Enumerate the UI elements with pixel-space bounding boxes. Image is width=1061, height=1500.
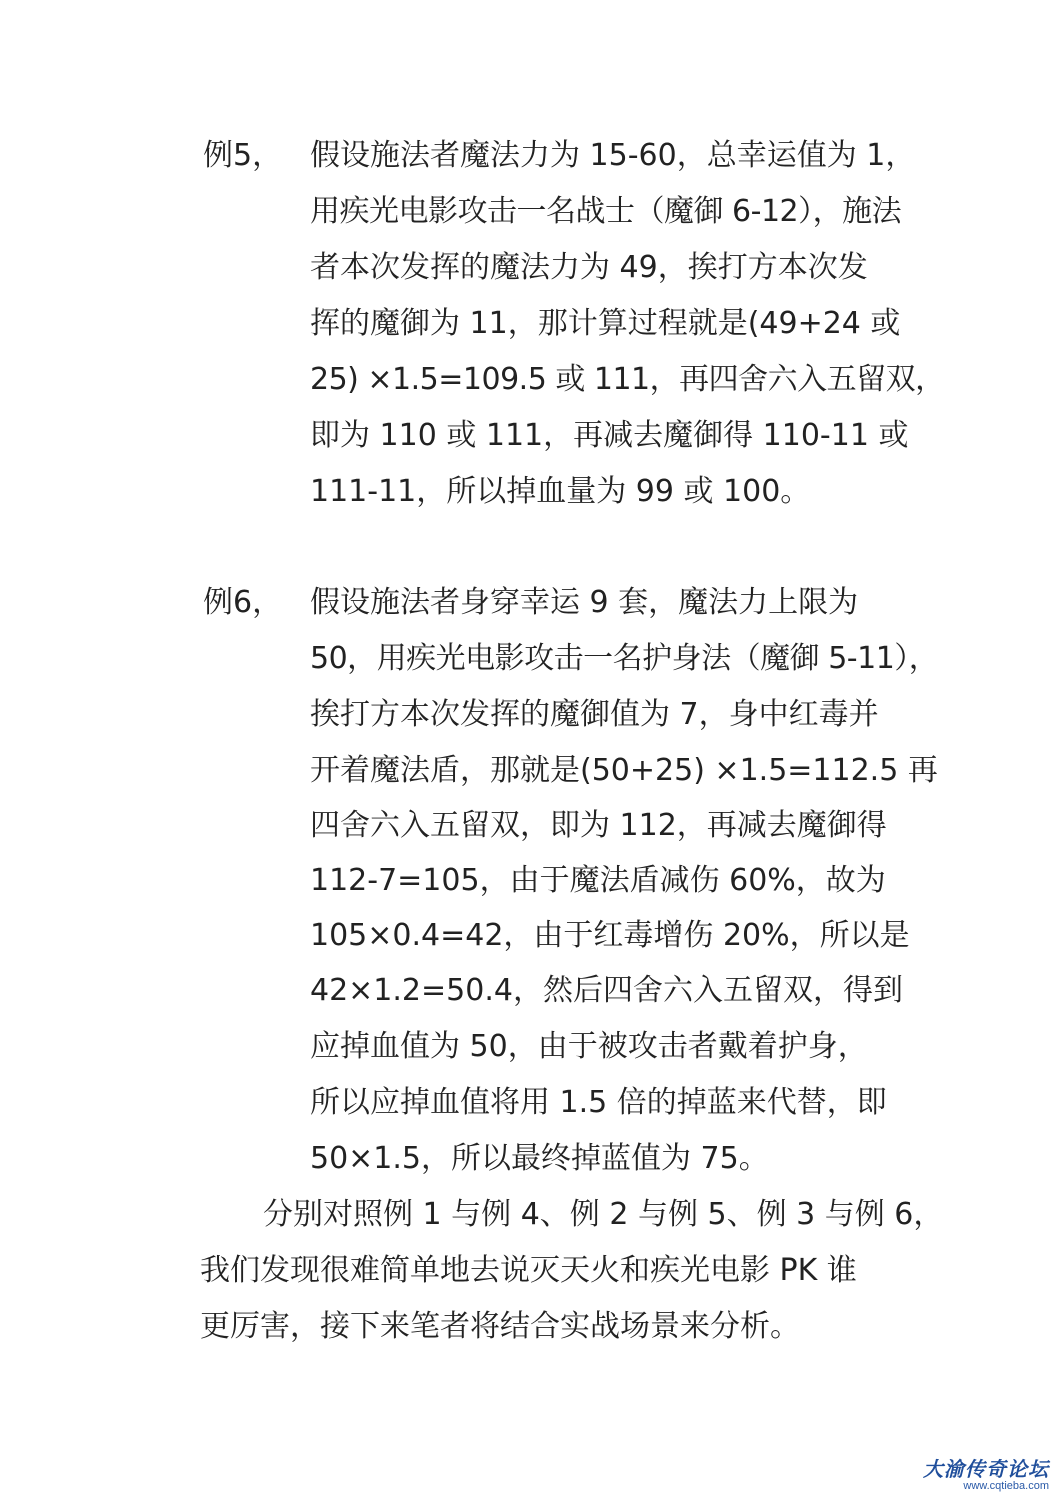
example-5-line: 即为 110 或 111，再减去魔御得 110-11 或 (310, 418, 909, 453)
example-5-line: 用疾光电影攻击一名战士（魔御 6-12），施法 (310, 194, 902, 229)
example-5-line: 假设施法者魔法力为 15-60，总幸运值为 1， (310, 138, 916, 173)
example-6-line: 105×0.4=42，由于红毒增伤 20%，所以是 (310, 918, 910, 953)
watermark-url: www.cqtieba.com (963, 1480, 1049, 1492)
example-6-line: 四舍六入五留双，即为 112，再减去魔御得 (310, 808, 887, 843)
conclusion-line: 分别对照例 1 与例 4、例 2 与例 5、例 3 与例 6， (263, 1197, 944, 1232)
example-5-line: 25) ×1.5=109.5 或 111，再四舍六入五留双， (310, 362, 945, 397)
conclusion-line: 我们发现很难简单地去说灭天火和疾光电影 PK 谁 (200, 1253, 857, 1288)
example-6-line: 开着魔法盾，那就是(50+25) ×1.5=112.5 再 (310, 753, 938, 788)
example-6-line: 挨打方本次发挥的魔御值为 7，身中红毒并 (310, 697, 879, 732)
example-5-line: 者本次发挥的魔法力为 49，挨打方本次发 (310, 250, 868, 285)
forum-watermark (923, 1458, 1049, 1492)
example-6-line: 112-7=105，由于魔法盾减伤 60%，故为 (310, 863, 886, 898)
example-5-line: 挥的魔御为 11，那计算过程就是(49+24 或 (310, 306, 901, 341)
example-6-line: 假设施法者身穿幸运 9 套，魔法力上限为 (310, 585, 859, 620)
example-5-label: 例5， (203, 138, 283, 173)
watermark-title: 大渝传奇论坛 (923, 1457, 1049, 1481)
example-6-line: 50×1.5，所以最终掉蓝值为 75。 (310, 1141, 769, 1176)
example-6-line: 应掉血值为 50，由于被攻击者戴着护身， (310, 1029, 868, 1064)
example-6-line: 50，用疾光电影攻击一名护身法（魔御 5-11）， (310, 641, 939, 676)
example-6-line: 所以应掉血值将用 1.5 倍的掉蓝来代替，即 (310, 1085, 887, 1120)
example-5-line: 111-11，所以掉血量为 99 或 100。 (310, 474, 811, 509)
conclusion-line: 更厉害，接下来笔者将结合实战场景来分析。 (200, 1309, 800, 1344)
example-6-line: 42×1.2=50.4，然后四舍六入五留双，得到 (310, 973, 903, 1008)
example-6-label: 例6， (203, 585, 283, 620)
